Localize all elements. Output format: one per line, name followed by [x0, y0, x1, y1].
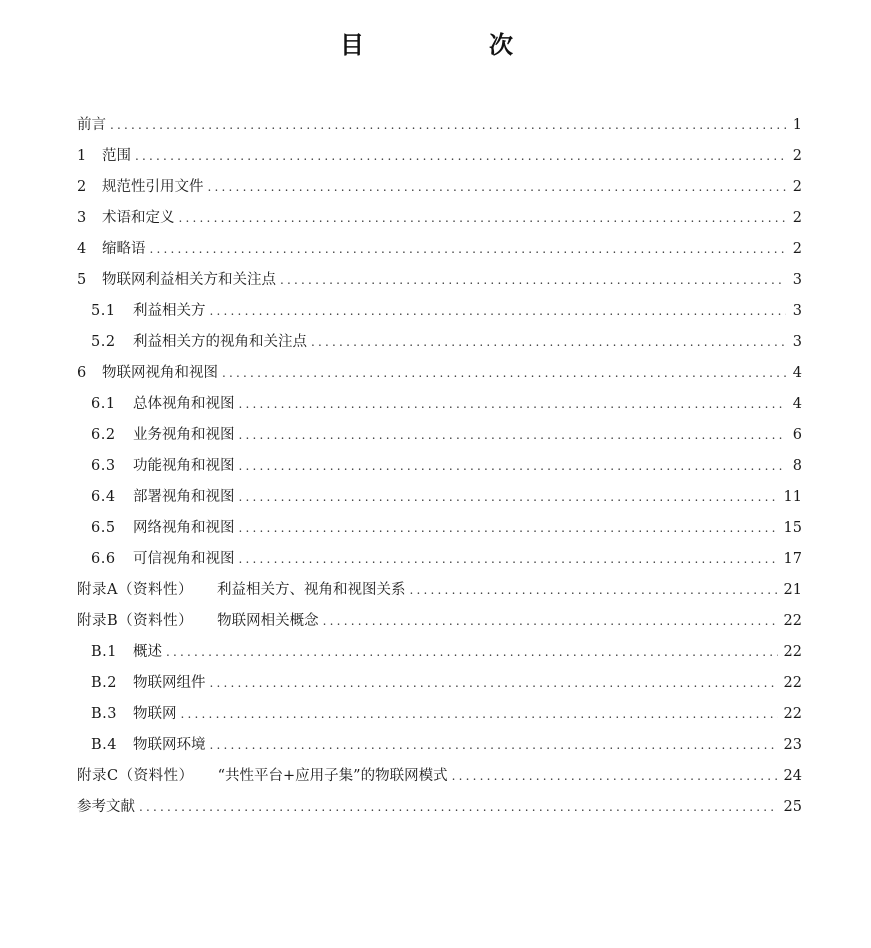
toc-entry-appendix-label: 附录C（资料性） — [77, 768, 194, 784]
toc-entry-page-number: 2 — [792, 148, 802, 164]
toc-dot-leader — [179, 203, 787, 234]
toc-entry-number: 2 — [77, 179, 87, 195]
toc-entry-page-number: 3 — [792, 272, 802, 288]
toc-entry-title: 缩略语 — [102, 241, 146, 257]
toc-entry[interactable] — [77, 482, 802, 513]
toc-dot-leader — [239, 513, 778, 544]
toc-dot-leader — [181, 699, 778, 730]
toc-entry-title: 规范性引用文件 — [102, 179, 204, 195]
toc-entry-page-number: 8 — [792, 458, 802, 474]
toc-entry[interactable] — [77, 792, 802, 823]
toc-dot-leader — [210, 296, 787, 327]
toc-entry-title: 利益相关方的视角和关注点 — [133, 334, 307, 350]
toc-entry[interactable] — [77, 606, 802, 637]
toc-dot-leader — [311, 327, 786, 358]
toc-entry-number: 1 — [77, 148, 87, 164]
toc-entry-title: 物联网利益相关方和关注点 — [102, 272, 276, 288]
toc-entry-number: 6.6 — [91, 551, 116, 567]
toc-entry-title: 可信视角和视图 — [133, 551, 235, 567]
title-char-1: 目 — [340, 31, 364, 59]
toc-entry-page-number: 22 — [783, 675, 802, 691]
toc-entry[interactable] — [77, 172, 802, 203]
toc-entry-title: 物联网组件 — [133, 675, 206, 691]
page-title — [0, 28, 871, 62]
toc-dot-leader — [239, 482, 778, 513]
toc-entry-number: B.4 — [91, 737, 117, 753]
toc-entry-number: 6.3 — [91, 458, 116, 474]
toc-entry-page-number: 22 — [783, 613, 802, 629]
toc-entry-page-number: 4 — [792, 396, 802, 412]
toc-entry-appendix-label: 附录B（资料性） — [77, 613, 194, 629]
toc-entry-title: 概述 — [133, 644, 162, 660]
toc-entry-number: 5.1 — [91, 303, 116, 319]
toc-dot-leader — [239, 544, 778, 575]
title-char-2: 次 — [489, 31, 513, 59]
toc-entry-number: B.1 — [91, 644, 117, 660]
toc-entry-page-number: 1 — [792, 117, 802, 133]
toc-dot-leader — [409, 575, 777, 606]
toc-entry-page-number: 4 — [792, 365, 802, 381]
toc-dot-leader — [323, 606, 778, 637]
toc-entry-page-number: 6 — [792, 427, 802, 443]
toc-entry-page-number: 24 — [783, 768, 802, 784]
toc-entry[interactable] — [77, 110, 802, 141]
toc-entry-page-number: 2 — [792, 210, 802, 226]
toc-entry[interactable] — [77, 761, 802, 792]
toc-entry-number: 4 — [77, 241, 87, 257]
toc-entry-appendix-label: 附录A（资料性） — [77, 582, 193, 598]
toc-dot-leader — [139, 792, 778, 823]
toc-entry-page-number: 23 — [783, 737, 802, 753]
toc-entry-title: 术语和定义 — [102, 210, 175, 226]
toc-entry[interactable] — [77, 668, 802, 699]
toc-entry-page-number: 2 — [792, 241, 802, 257]
toc-entry-title: 网络视角和视图 — [133, 520, 235, 536]
toc-entry[interactable] — [77, 730, 802, 761]
toc-entry-page-number: 21 — [783, 582, 802, 598]
toc-entry[interactable] — [77, 699, 802, 730]
toc-entry[interactable] — [77, 389, 802, 420]
toc-entry-page-number: 17 — [783, 551, 802, 567]
toc-entry-number: 6.4 — [91, 489, 116, 505]
toc-entry[interactable] — [77, 358, 802, 389]
toc-entry-page-number: 25 — [783, 799, 802, 815]
toc-entry[interactable] — [77, 265, 802, 296]
toc-dot-leader — [210, 730, 778, 761]
toc-dot-leader — [239, 420, 787, 451]
toc-entry[interactable] — [77, 234, 802, 265]
toc-entry-title: 业务视角和视图 — [133, 427, 235, 443]
toc-entry-number: 6.5 — [91, 520, 116, 536]
toc-dot-leader — [208, 172, 787, 203]
toc-entry-number: 6.2 — [91, 427, 116, 443]
toc-entry[interactable] — [77, 513, 802, 544]
toc-entry[interactable] — [77, 327, 802, 358]
toc-entry[interactable] — [77, 296, 802, 327]
toc-entry-number: 5 — [77, 272, 87, 288]
toc-dot-leader — [280, 265, 786, 296]
toc-entry-title: 功能视角和视图 — [133, 458, 235, 474]
toc-dot-leader — [210, 668, 778, 699]
toc-entry-title: 范围 — [102, 148, 131, 164]
toc-entry[interactable] — [77, 203, 802, 234]
toc-entry-number: 5.2 — [91, 334, 116, 350]
toc-entry[interactable] — [77, 141, 802, 172]
toc-dot-leader — [452, 761, 778, 792]
toc-entry-number: 6 — [77, 365, 87, 381]
toc-entry-title: 物联网相关概念 — [217, 613, 319, 629]
toc-entry-title: 物联网视角和视图 — [102, 365, 218, 381]
toc-dot-leader — [150, 234, 787, 265]
toc-entry-title: 前言 — [77, 117, 106, 133]
toc-entry-page-number: 11 — [783, 489, 802, 505]
toc-entry-title: 参考文献 — [77, 799, 135, 815]
toc-entry-page-number: 22 — [783, 644, 802, 660]
toc-entry-title: 部署视角和视图 — [133, 489, 235, 505]
toc-entry-page-number: 3 — [792, 334, 802, 350]
toc-entry-page-number: 2 — [792, 179, 802, 195]
toc-dot-leader — [239, 451, 787, 482]
toc-dot-leader — [135, 141, 786, 172]
toc-entry[interactable] — [77, 575, 802, 606]
toc-entry[interactable] — [77, 451, 802, 482]
toc-entry-title: 物联网环境 — [133, 737, 206, 753]
toc-dot-leader — [222, 358, 786, 389]
toc-entry-page-number: 3 — [792, 303, 802, 319]
toc-entry-number: B.3 — [91, 706, 117, 722]
toc-entry-title: 利益相关方、视角和视图关系 — [216, 582, 406, 598]
toc-entry-page-number: 22 — [783, 706, 802, 722]
toc-entry-title: 总体视角和视图 — [133, 396, 235, 412]
toc-entry[interactable] — [77, 637, 802, 668]
toc-dot-leader — [110, 110, 786, 141]
toc-entry[interactable] — [77, 420, 802, 451]
toc-entry-title: 物联网 — [133, 706, 177, 722]
table-of-contents — [77, 110, 802, 823]
toc-entry-number: 3 — [77, 210, 87, 226]
toc-entry-title: “共性平台+应用子集”的物联网模式 — [217, 768, 448, 784]
toc-entry-number: B.2 — [91, 675, 117, 691]
toc-dot-leader — [239, 389, 787, 420]
toc-dot-leader — [166, 637, 778, 668]
toc-entry-title: 利益相关方 — [133, 303, 206, 319]
toc-entry-page-number: 15 — [783, 520, 802, 536]
toc-entry[interactable] — [77, 544, 802, 575]
toc-entry-number: 6.1 — [91, 396, 116, 412]
